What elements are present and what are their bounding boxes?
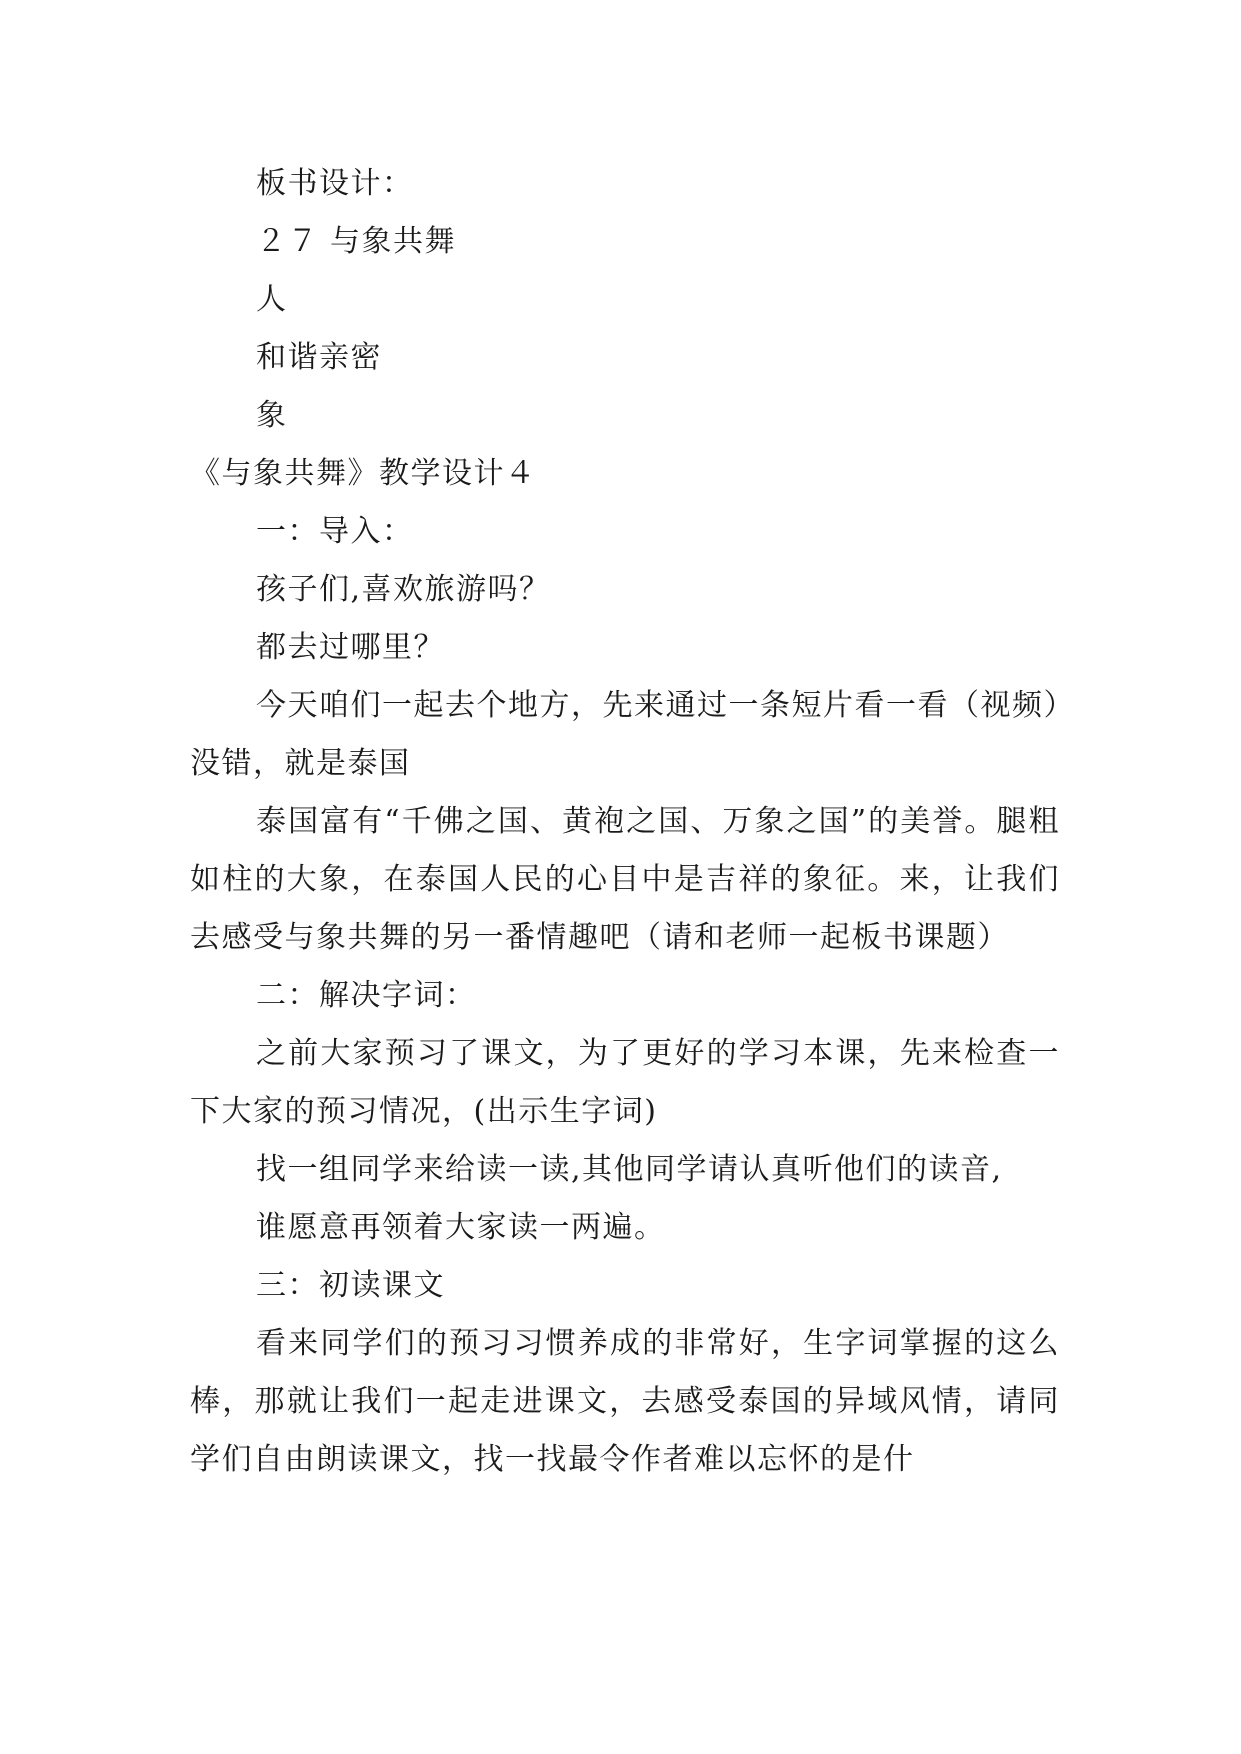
board-design-line: 象 bbox=[256, 398, 288, 433]
board-design-title: ２７ 与象共舞 bbox=[256, 224, 457, 259]
section-title: 《与象共舞》教学设计４ bbox=[190, 456, 537, 491]
intro-question: 都去过哪里？ bbox=[256, 630, 445, 665]
board-design-line: 人 bbox=[256, 282, 288, 317]
first-reading-paragraph: 看来同学们的预习习惯养成的非常好，生字词掌握的这么棒，那就让我们一起走进课文，去感受泰国的异域风情，请同学们自由朗读课文，找一找最令作者难以忘怀的是什 bbox=[190, 1326, 1060, 1477]
document-body bbox=[190, 155, 1060, 1489]
step-heading-vocabulary: 二：解决字词： bbox=[256, 978, 477, 1013]
intro-paragraph: 今天咱们一起去个地方，先来通过一条短片看一看（视频）没错，就是泰国 bbox=[190, 688, 1060, 781]
step-heading-first-reading: 三：初读课文 bbox=[256, 1268, 445, 1303]
board-design-line: 和谐亲密 bbox=[256, 340, 382, 375]
intro-question: 孩子们,喜欢旅游吗？ bbox=[256, 572, 551, 607]
vocabulary-line: 找一组同学来给读一读,其他同学请认真听他们的读音, bbox=[256, 1152, 1003, 1187]
board-design-heading: 板书设计： bbox=[256, 166, 414, 201]
vocabulary-line: 谁愿意再领着大家读一两遍。 bbox=[256, 1210, 666, 1245]
vocabulary-paragraph: 之前大家预习了课文，为了更好的学习本课，先来检查一下大家的预习情况，(出示生字词) bbox=[190, 1036, 1060, 1129]
intro-paragraph: 泰国富有“千佛之国、黄袍之国、万象之国”的美誉。腿粗如柱的大象，在泰国人民的心目中是吉祥的象征。来，让我们去感受与象共舞的另一番情趣吧（请和老师一起板书课题） bbox=[190, 804, 1060, 955]
step-heading-intro: 一：导入： bbox=[256, 514, 414, 549]
